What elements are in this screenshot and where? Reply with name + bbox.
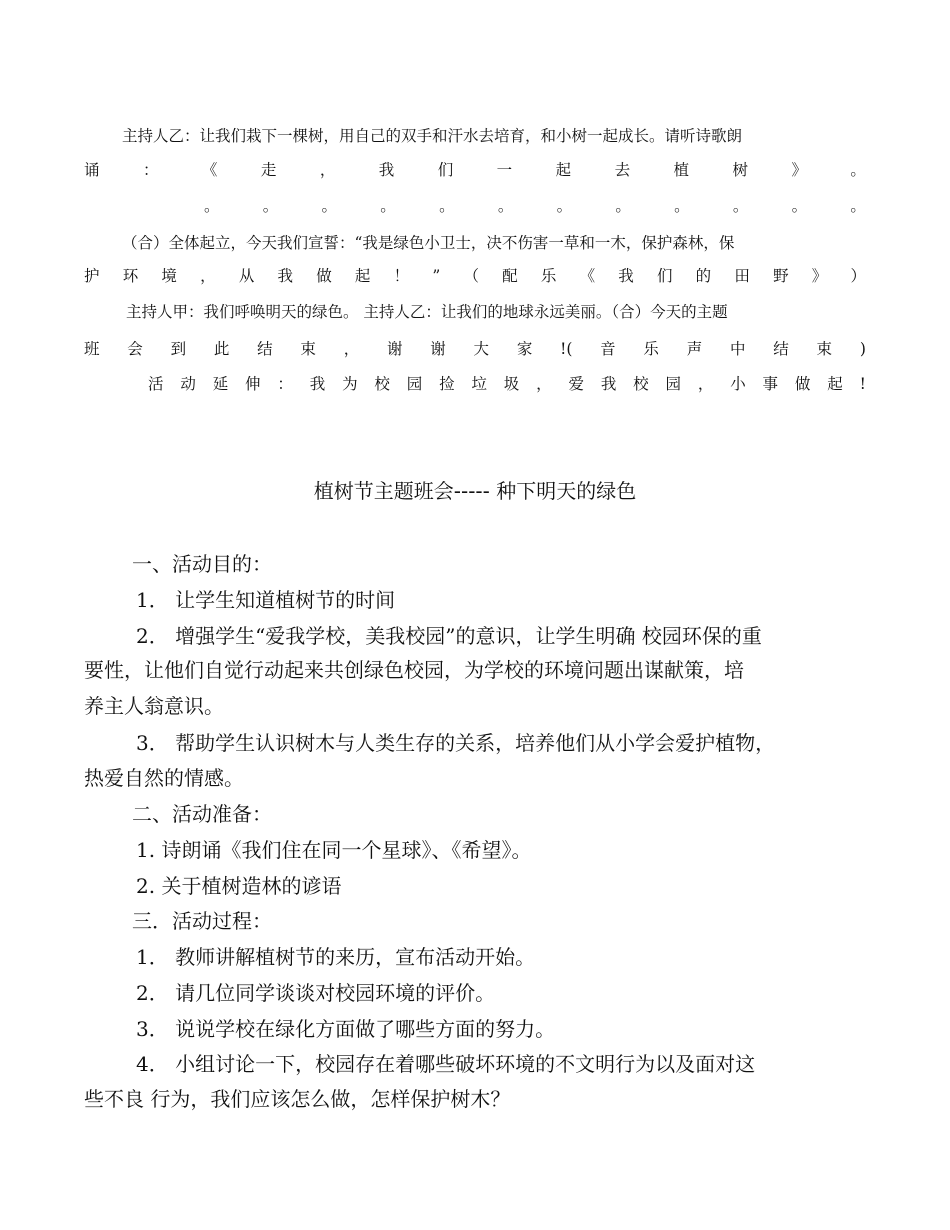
spaced-char: 声: [686, 340, 703, 358]
spaced-char: 园: [406, 375, 423, 393]
spaced-char: 活: [148, 375, 164, 393]
spaced-char: 走: [260, 161, 277, 179]
spaced-char: 。: [732, 197, 749, 215]
spaced-char: ：: [277, 375, 293, 393]
spaced-char: 。: [262, 197, 279, 215]
spaced-char: 《: [201, 161, 218, 179]
process-item-1: 1． 教师讲解植树节的来历，宣布活动开始。: [136, 945, 536, 969]
spaced-char: 的: [695, 267, 712, 285]
spaced-char: 事: [762, 375, 779, 393]
purpose-item-1: 1． 让学生知道植树节的时间: [136, 588, 396, 612]
paragraph-closing-line-1: 主持人甲：我们呼唤明天的绿色。 主持人乙：让我们的地球永远美丽。（合）今天的主题: [126, 303, 728, 321]
spaced-char: ：: [142, 161, 159, 179]
dots-line: [204, 196, 866, 216]
spaced-char: 园: [665, 375, 682, 393]
heading-preparation: 二、活动准备：: [132, 802, 272, 826]
spaced-char: 。: [791, 197, 808, 215]
spaced-char: 班: [84, 340, 100, 358]
spaced-char: 小: [730, 375, 746, 393]
spaced-char: 乐: [643, 340, 659, 358]
spaced-char: 野: [773, 267, 789, 285]
spaced-char: 。: [497, 197, 514, 215]
spaced-char: 我: [600, 375, 617, 393]
spaced-char: ，: [697, 375, 714, 393]
spaced-char: 境: [161, 267, 177, 285]
spaced-char: 大: [473, 340, 490, 358]
purpose-item-2-line-2: 要性，让他们自觉行动起来共创绿色校园，为学校的环境问题出谋献策，培: [84, 658, 744, 682]
spaced-char: 结: [773, 340, 789, 358]
spaced-char: 田: [734, 267, 750, 285]
paragraph-host-b-line-2: [84, 160, 866, 180]
spaced-char: 为: [342, 375, 358, 393]
spaced-char: 我: [309, 375, 326, 393]
spaced-char: 环: [122, 267, 139, 285]
spaced-char: 伸: [245, 375, 261, 393]
spaced-char: （: [463, 267, 479, 285]
paragraph-oath-line-1: （合）全体起立，今天我们宣誓：“我是绿色小卫士，决不伤害一草和一木，保护森林，保: [122, 234, 735, 252]
spaced-char: 。: [439, 197, 455, 215]
spaced-char: ): [859, 340, 866, 358]
heading-process: 三．活动过程：: [132, 909, 272, 933]
spaced-char: 我: [378, 161, 395, 179]
spaced-char: 我: [618, 267, 634, 285]
spaced-char: 此: [213, 340, 230, 358]
spaced-char: 起: [827, 375, 843, 393]
spaced-char: ！: [393, 267, 410, 285]
paragraph-host-b-line-1: 主持人乙：让我们栽下一棵树，用自己的双手和汗水去培育，和小树一起成长。请听诗歌朗: [122, 127, 743, 145]
spaced-char: 们: [656, 267, 673, 285]
spaced-char: !(: [560, 340, 573, 358]
spaced-char: 植: [673, 161, 690, 179]
purpose-item-3-line-1: 3． 帮助学生认识树木与人类生存的关系，培养他们从小学会爱护植物，: [136, 731, 776, 755]
spaced-char: 树: [732, 161, 748, 179]
spaced-char: !: [859, 375, 866, 393]
process-item-3: 3． 说说学校在绿化方面做了哪些方面的努力。: [136, 1017, 556, 1041]
spaced-char: 》: [811, 267, 828, 285]
preparation-item-2: 2. 关于植树造林的谚语: [136, 874, 342, 898]
spaced-char: 起: [555, 161, 572, 179]
heading-purpose: 一、活动目的：: [132, 552, 272, 576]
spaced-char: 。: [204, 197, 220, 215]
spaced-char: ，: [536, 375, 552, 393]
spaced-char: 延: [212, 375, 229, 393]
spaced-char: 我: [277, 267, 294, 285]
spaced-char: 谢: [386, 340, 403, 358]
spaced-char: 做: [794, 375, 811, 393]
spaced-char: ，: [343, 340, 360, 358]
spaced-char: 去: [614, 161, 631, 179]
spaced-char: 配: [502, 267, 518, 285]
spaced-char: 。: [674, 197, 690, 215]
purpose-item-2-line-3: 养主人翁意识。: [84, 694, 224, 718]
spaced-char: 校: [633, 375, 649, 393]
spaced-char: 束: [816, 340, 833, 358]
spaced-char: 爱: [568, 375, 584, 393]
spaced-char: 乐: [540, 267, 557, 285]
preparation-item-1: 1. 诗朗诵《我们住在同一个星球》、《希望》。: [136, 838, 532, 862]
spaced-char: 家: [516, 340, 533, 358]
spaced-char: 诵: [84, 161, 100, 179]
spaced-char: 们: [437, 161, 454, 179]
spaced-char: 一: [496, 161, 513, 179]
spaced-char: 》: [791, 161, 807, 179]
spaced-char: 结: [257, 340, 273, 358]
spaced-char: 起: [354, 267, 371, 285]
spaced-char: 会: [127, 340, 143, 358]
spaced-char: 捡: [439, 375, 455, 393]
spaced-char: ）: [850, 267, 866, 285]
section-title: 植树节主题班会----- 种下明天的绿色: [313, 479, 637, 503]
process-item-4-line-2: 些不良 行为，我们应该怎么做，怎样保护树木？: [84, 1087, 511, 1111]
spaced-char: 音: [600, 340, 616, 358]
process-item-4-line-1: 4． 小组讨论一下，校园存在着哪些破坏环境的不文明行为以及面对这: [136, 1052, 756, 1076]
spaced-char: ”: [432, 267, 441, 285]
paragraph-closing-line-2: [84, 339, 866, 359]
spaced-char: 校: [374, 375, 390, 393]
spaced-char: 束: [300, 340, 316, 358]
spaced-char: ，: [319, 161, 336, 179]
spaced-char: 谢: [430, 340, 446, 358]
spaced-char: 。: [850, 197, 866, 215]
spaced-char: 从: [238, 267, 255, 285]
purpose-item-3-line-2: 热爱自然的情感。: [84, 766, 244, 790]
spaced-char: 护: [84, 267, 100, 285]
spaced-char: 《: [579, 267, 596, 285]
spaced-char: 。: [380, 197, 396, 215]
paragraph-oath-line-2: [84, 266, 866, 286]
process-item-2: 2． 请几位同学谈谈对校园环境的评价。: [136, 981, 496, 1005]
paragraph-extension: [148, 374, 866, 394]
spaced-char: 到: [170, 340, 187, 358]
spaced-char: 做: [316, 267, 332, 285]
spaced-char: ，: [200, 267, 216, 285]
spaced-char: 中: [729, 340, 746, 358]
spaced-char: 。: [615, 197, 631, 215]
spaced-char: 动: [180, 375, 196, 393]
spaced-char: 圾: [503, 375, 520, 393]
spaced-char: 。: [850, 161, 866, 179]
purpose-item-2-line-1: 2． 增强学生“爱我学校，美我校园”的意识，让学生明确 校园环保的重: [136, 624, 762, 648]
spaced-char: 。: [321, 197, 338, 215]
spaced-char: 。: [556, 197, 573, 215]
spaced-char: 垃: [471, 375, 487, 393]
